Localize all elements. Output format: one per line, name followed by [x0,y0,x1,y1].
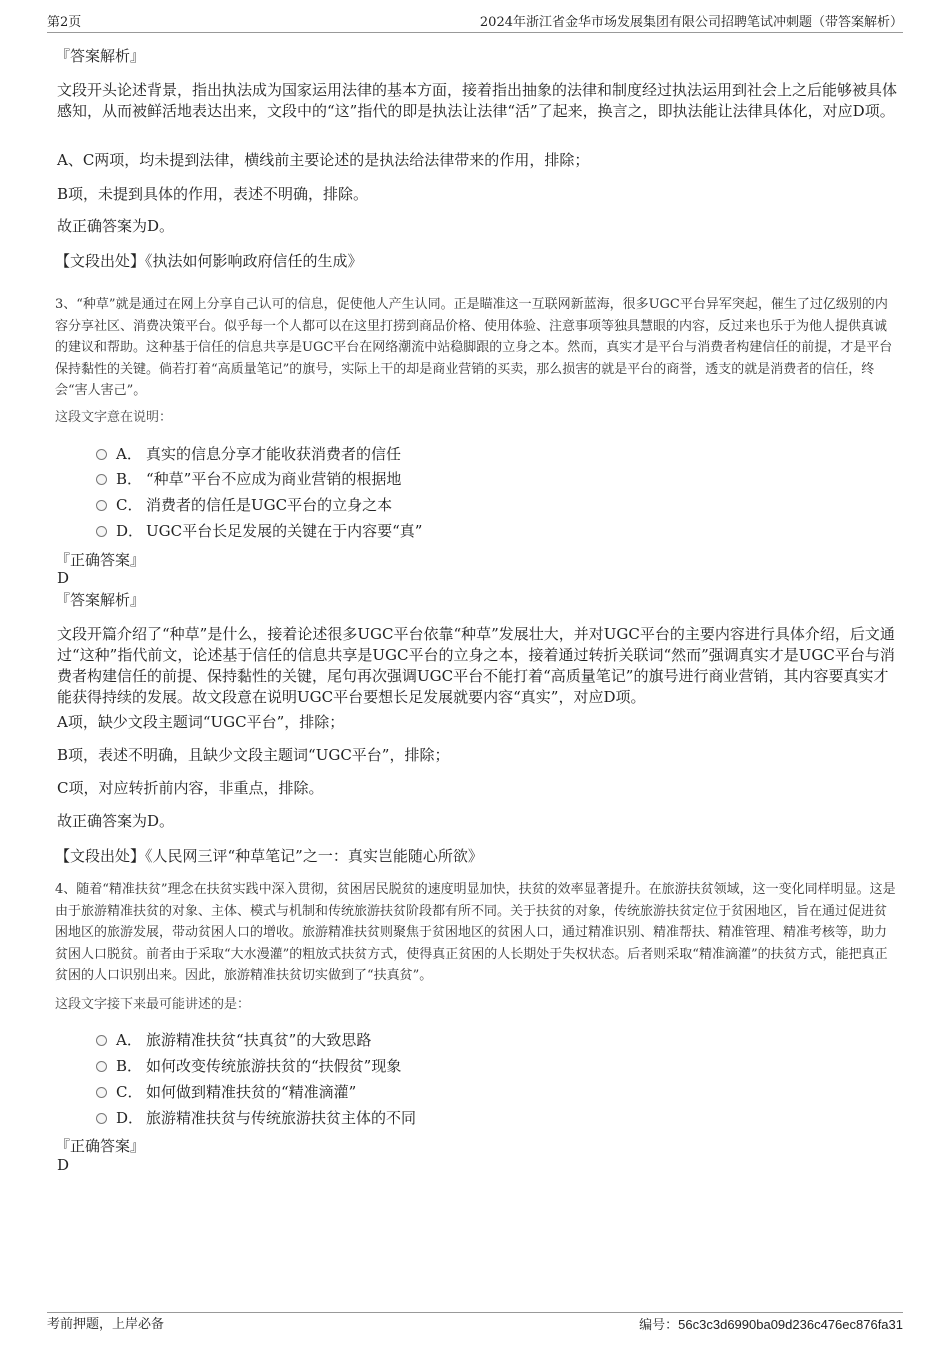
page-footer [47,1312,903,1333]
q3-answer: D [57,569,70,587]
q4-answer-label: 『正确答案』 [55,1137,146,1155]
radio-icon[interactable] [96,1087,107,1098]
document-code: 编号：56c3c3d6990ba09d236c476ec876fa31 [639,1317,903,1333]
radio-icon[interactable] [96,526,107,537]
page-header [47,14,903,33]
q4-option-b[interactable]: B． 如何改变传统旅游扶贫的“扶假贫”现象 [96,1055,401,1077]
q3-analysis-text: 文段开篇介绍了“种草”是什么，接着论述很多UGC平台依靠“种草”发展壮大，并对UGC平台的主要内容进行具体介绍，后文通过“这种”指代前文，论述基于信任的信息共享是UGC平台的立身之本，接着通过转折关联词“然而”强调真实才是UGC平台与消费者构建信任的前提、保持黏性的关键，尾句再次强调UGC平台不能打着“高质量笔记”的旗号进行商业营销，其内容要真实才能获得持续的发展。故文段意在说明UGC平台要想长足发展就要内容“真实”，对应D项。 [57,625,895,706]
q3-option-c[interactable]: C． 消费者的信任是UGC平台的立身之本 [96,494,392,516]
q4-option-c[interactable]: C． 如何做到精准扶贫的“精准滴灌” [96,1081,356,1103]
radio-icon[interactable] [96,500,107,511]
q2-conclusion: 故正确答案为D。 [57,217,175,235]
q3-c-note: C项，对应转折前内容，非重点，排除。 [57,779,324,797]
q3-stem: 3、“种草”就是通过在网上分享自己认可的信息，促使他人产生认同。正是瞄准这一互联网新蓝海，很多UGC平台异军突起，催生了过亿级别的内容分享社区、消费决策平台。似乎每一个人都可以在这里打捞到商品价格、使用体验、注意事项等独具慧眼的内容，反过来也乐于为他人提供真诚的建议和帮助。这种基于信任的信息共享是UGC平台在网络潮流中站稳脚跟的立身之本。然而，真实才是平台与消费者构建信任的前提，才是平台保持黏性的关键。倘若打着“高质量笔记”的旗号，实际上干的却是商业营销的买卖，那么损害的就是平台的商誉，透支的就是消费者的信任，终会“害人害己”。 [55,297,893,398]
q3-answer-label: 『正确答案』 [55,551,146,569]
page-number: 第2页 [47,15,82,30]
q3-analysis-label: 『答案解析』 [55,591,146,609]
document-title: 2024年浙江省金华市场发展集团有限公司招聘笔试冲刺题（带答案解析） [479,15,903,30]
q3-prompt: 这段文字意在说明： [55,410,173,425]
radio-icon[interactable] [96,449,107,460]
q4-option-a[interactable]: A． 旅游精准扶贫“扶真贫”的大致思路 [96,1029,371,1051]
q2-analysis-text: 文段开头论述背景，指出执法成为国家运用法律的基本方面，接着指出抽象的法律和制度经过执法运用到社会上之后能够被具体感知，从而被鲜活地表达出来，文段中的“这”指代的即是执法让法律“活”了起来，换言之，即执法能让法律具体化，对应D项。 [57,81,898,120]
q3-conclusion: 故正确答案为D。 [57,812,175,830]
radio-icon[interactable] [96,1113,107,1124]
q2-analysis-label: 『答案解析』 [55,47,146,65]
footer-slogan: 考前押题，上岸必备 [47,1317,165,1332]
q2-ac-note: A、C两项，均未提到法律，横线前主要论述的是执法给法律带来的作用，排除； [57,151,590,169]
q4-option-d[interactable]: D． 旅游精准扶贫与传统旅游扶贫主体的不同 [96,1107,416,1129]
q3-a-note: A项，缺少文段主题词“UGC平台”，排除； [57,713,345,731]
radio-icon[interactable] [96,1035,107,1046]
q2-source: 【文段出处】《执法如何影响政府信任的生成》 [55,252,363,270]
q3-option-b[interactable]: B． “种草”平台不应成为商业营销的根据地 [96,468,401,490]
q3-b-note: B项，表述不明确，且缺少文段主题词“UGC平台”，排除； [57,746,450,764]
q4-stem: 4、随着“精准扶贫”理念在扶贫实践中深入贯彻，贫困居民脱贫的速度明显加快，扶贫的效率显著提升。在旅游扶贫领域，这一变化同样明显。这是由于旅游精准扶贫的对象、主体、模式与机制和传统旅游扶贫阶段都有所不同。关于扶贫的对象，传统旅游扶贫定位于贫困地区，旨在通过促进贫困地区的旅游发展，带动贫困人口的增收。旅游精准扶贫则聚焦于贫困地区的贫困人口，通过精准识别、精准帮扶、精准管理、精准考核等，助力贫困人口脱贫。前者由于采取“大水漫灌”的粗放式扶贫方式，使得真正贫困的人长期处于失权状态。后者则采取“精准滴灌”的扶贫方式，能把真正贫困的人口识别出来。因此，旅游精准扶贫切实做到了“扶真贫”。 [55,882,896,983]
q4-prompt: 这段文字接下来最可能讲述的是： [55,997,251,1012]
q3-source: 【文段出处】《人民网三评“种草笔记”之一：真实岂能随心所欲》 [55,847,483,865]
radio-icon[interactable] [96,1061,107,1072]
q2-b-note: B项，未提到具体的作用，表述不明确，排除。 [57,185,369,203]
q3-option-a[interactable]: A． 真实的信息分享才能收获消费者的信任 [96,443,401,465]
q4-answer: D [57,1156,70,1174]
q3-option-d[interactable]: D． UGC平台长足发展的关键在于内容要“真” [96,520,422,542]
radio-icon[interactable] [96,474,107,485]
